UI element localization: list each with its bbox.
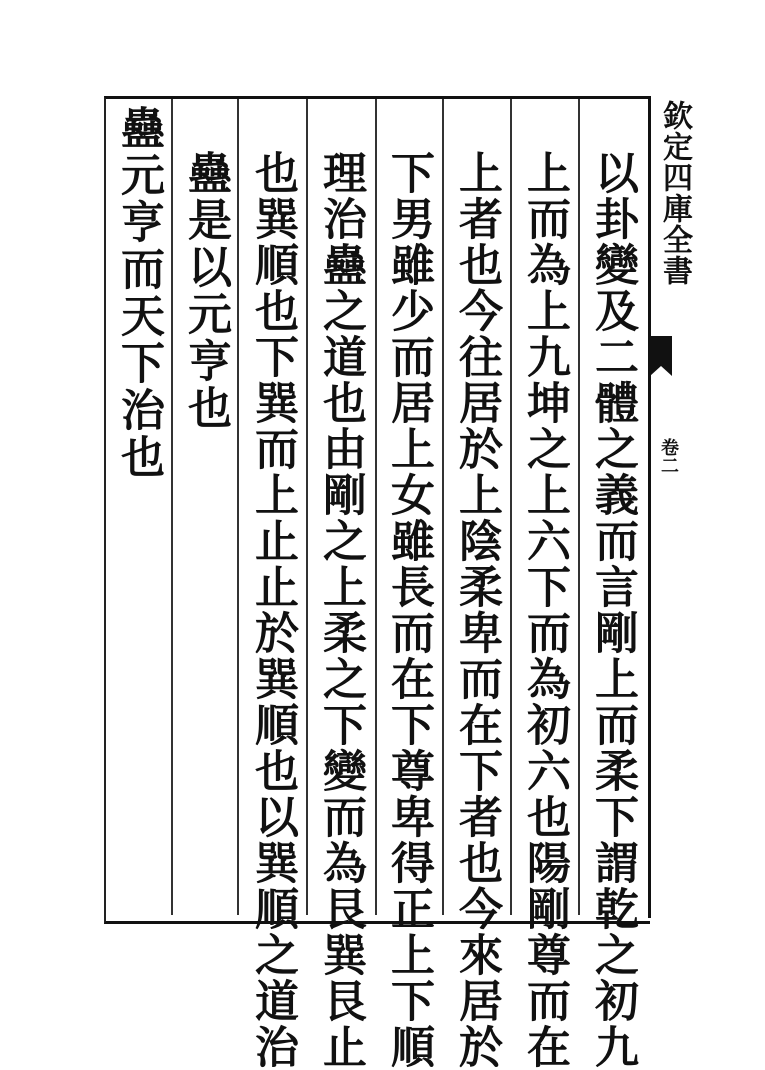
margin-title: 欽定四庫全書	[657, 100, 692, 286]
column-rule	[578, 99, 580, 915]
frame-right-border	[648, 96, 651, 918]
column-rule	[171, 99, 173, 915]
column-rule	[237, 99, 239, 915]
column-rule	[375, 99, 377, 915]
column-rule	[442, 99, 444, 915]
text-column-7: 蠱是以元亨也	[180, 150, 231, 432]
column-rule	[510, 99, 512, 915]
text-column-1: 以卦變及二體之義而言剛上而柔下謂乾之初九	[587, 150, 638, 1070]
text-column-2: 上而為上九坤之上六下而為初六也陽剛尊而在	[519, 150, 570, 1070]
column-rule	[306, 99, 308, 915]
text-column-5: 理治蠱之道也由剛之上柔之下變而為艮巽艮止	[315, 150, 366, 1070]
text-column-4: 下男雖少而居上女雖長而在下尊卑得正上下順	[383, 150, 434, 1070]
chapter-label: 卷二	[658, 438, 679, 474]
fish-tail-mark	[650, 336, 672, 366]
text-column-8: 蠱元亨而天下治也	[113, 105, 164, 481]
text-column-3: 上者也今往居於上陰柔卑而在下者也今來居於	[451, 150, 502, 1070]
text-column-6: 也巽順也下巽而上止止於巽順也以巽順之道治	[247, 150, 298, 1070]
